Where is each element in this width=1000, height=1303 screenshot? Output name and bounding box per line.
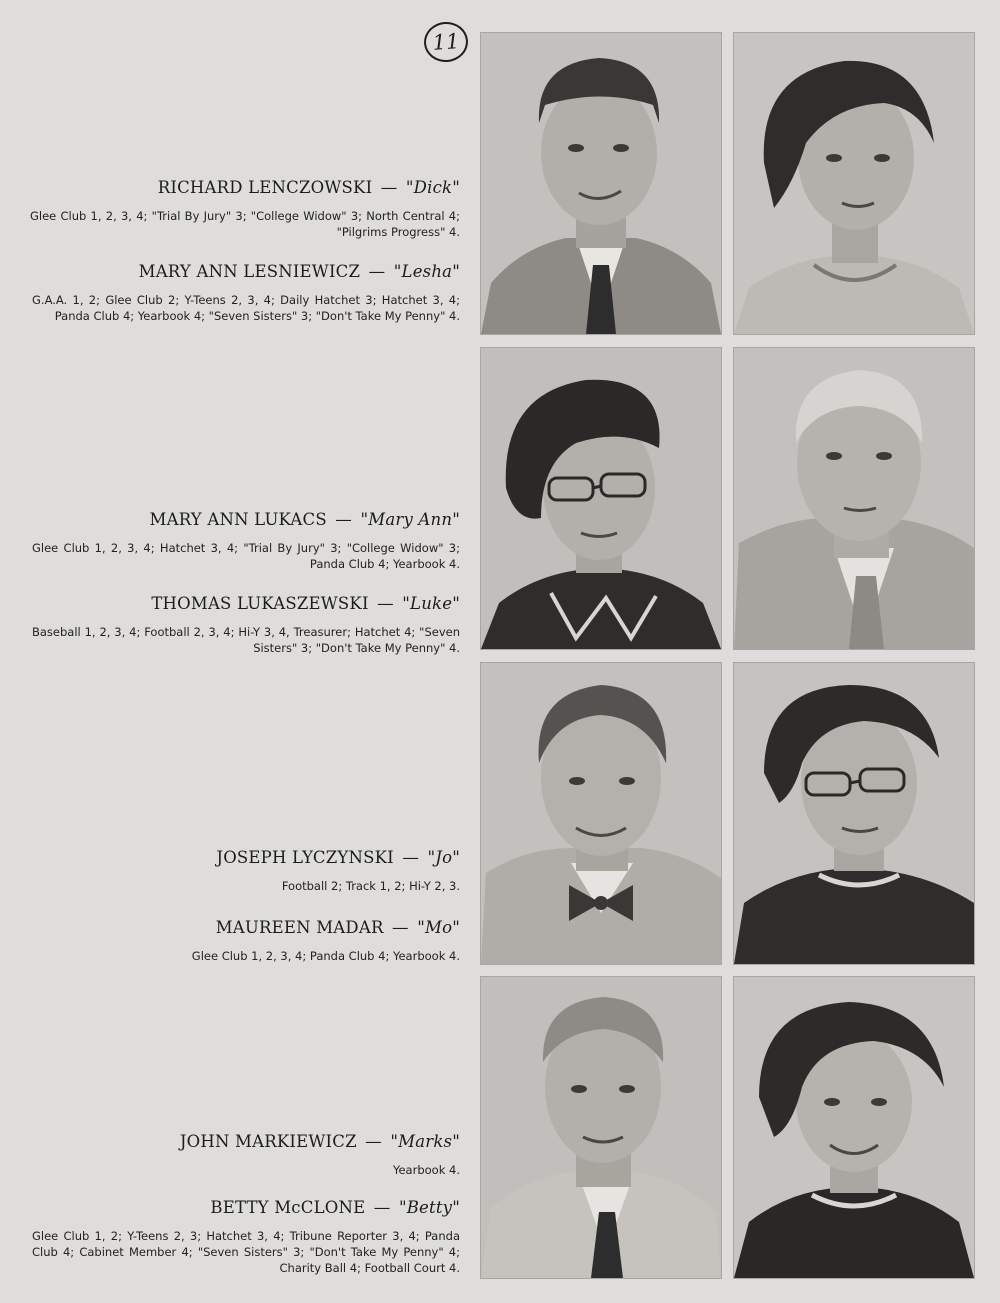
page-number: 11 (423, 21, 470, 64)
girl-with-glasses-portrait-icon (481, 348, 721, 649)
girl-portrait-icon (734, 977, 974, 1278)
student-entry-lukacs (0, 510, 460, 572)
student-nickname: "Luke" (402, 594, 460, 613)
boy-portrait-icon (481, 33, 721, 334)
student-nickname: "Marks" (390, 1132, 460, 1151)
student-entry-lyczynski (0, 848, 460, 894)
student-entry-mcclone (0, 1198, 460, 1276)
student-name: MARY ANN LUKACS (149, 510, 327, 529)
student-nickname: "Jo" (427, 848, 460, 867)
boy-portrait-icon (481, 977, 721, 1278)
girl-with-glasses-portrait-icon (734, 663, 974, 964)
student-activities: Football 2; Track 1, 2; Hi-Y 2, 3. (281, 879, 460, 893)
student-name-line: JOSEPH LYCZYNSKI — "Jo" (216, 848, 460, 867)
student-name-line: RICHARD LENCZOWSKI — "Dick" (157, 178, 460, 197)
student-name-line: BETTY McCLONE — "Betty" (210, 1198, 460, 1217)
student-nickname: "Lesha" (393, 262, 460, 281)
student-activities: G.A.A. 1, 2; Glee Club 2; Y-Teens 2, 3, 4; Daily Hatchet 3; Hatchet 3, 4; Panda Club 4; Yearbook 4; "Seven Sisters" 3; "Don't Take My Penny" 4. (32, 293, 460, 323)
student-name: RICHARD LENCZOWSKI (157, 178, 373, 197)
student-entry-lesniewicz (0, 262, 460, 324)
student-name: JOSEPH LYCZYNSKI (216, 848, 394, 867)
student-name: BETTY McCLONE (210, 1198, 366, 1217)
student-name: THOMAS LUKASZEWSKI (151, 594, 369, 613)
student-activities: Baseball 1, 2, 3, 4; Football 2, 3, 4; Hi-Y 3, 4, Treasurer; Hatchet 4; "Seven Sisters" 3; "Don't Take My Penny" 4. (32, 625, 460, 655)
girl-portrait-icon (734, 33, 974, 334)
student-name-line: THOMAS LUKASZEWSKI — "Luke" (151, 594, 460, 613)
student-name: MAUREEN MADAR (215, 918, 384, 937)
student-name-line: MAUREEN MADAR — "Mo" (215, 918, 460, 937)
boy-portrait-icon (734, 348, 974, 649)
student-name: MARY ANN LESNIEWICZ (138, 262, 361, 281)
student-nickname: "Betty" (398, 1198, 460, 1217)
student-nickname: "Mary Ann" (360, 510, 460, 529)
student-name-line: JOHN MARKIEWICZ — "Marks" (179, 1132, 460, 1151)
student-nickname: "Dick" (405, 178, 460, 197)
student-activities: Yearbook 4. (392, 1163, 460, 1177)
student-name-line: MARY ANN LUKACS — "Mary Ann" (149, 510, 460, 529)
student-name-line: MARY ANN LESNIEWICZ — "Lesha" (138, 262, 460, 281)
boy-bowtie-portrait-icon (481, 663, 721, 964)
student-name: JOHN MARKIEWICZ (179, 1132, 357, 1151)
student-activities: Glee Club 1, 2, 3, 4; Hatchet 3, 4; "Trial By Jury" 3; "College Widow" 3; Panda Club 4; Yearbook 4. (32, 541, 460, 571)
student-activities: Glee Club 1, 2; Y-Teens 2, 3; Hatchet 3, 4; Tribune Reporter 3, 4; Panda Club 4; Cabinet Member 4; "Seven Sisters" 3; "Don't Take My Penny" 4; Charity Ball 4; Football Court 4. (32, 1229, 460, 1275)
student-activities: Glee Club 1, 2, 3, 4; "Trial By Jury" 3; "College Widow" 3; North Central 4; "Pilgrims Progress" 4. (30, 209, 460, 239)
student-nickname: "Mo" (417, 918, 460, 937)
student-entry-lukaszewski (0, 594, 460, 656)
student-activities: Glee Club 1, 2, 3, 4; Panda Club 4; Yearbook 4. (191, 949, 460, 963)
student-entry-markiewicz (0, 1132, 460, 1178)
student-entry-lenczowski (0, 178, 460, 240)
student-entry-madar (0, 918, 460, 964)
